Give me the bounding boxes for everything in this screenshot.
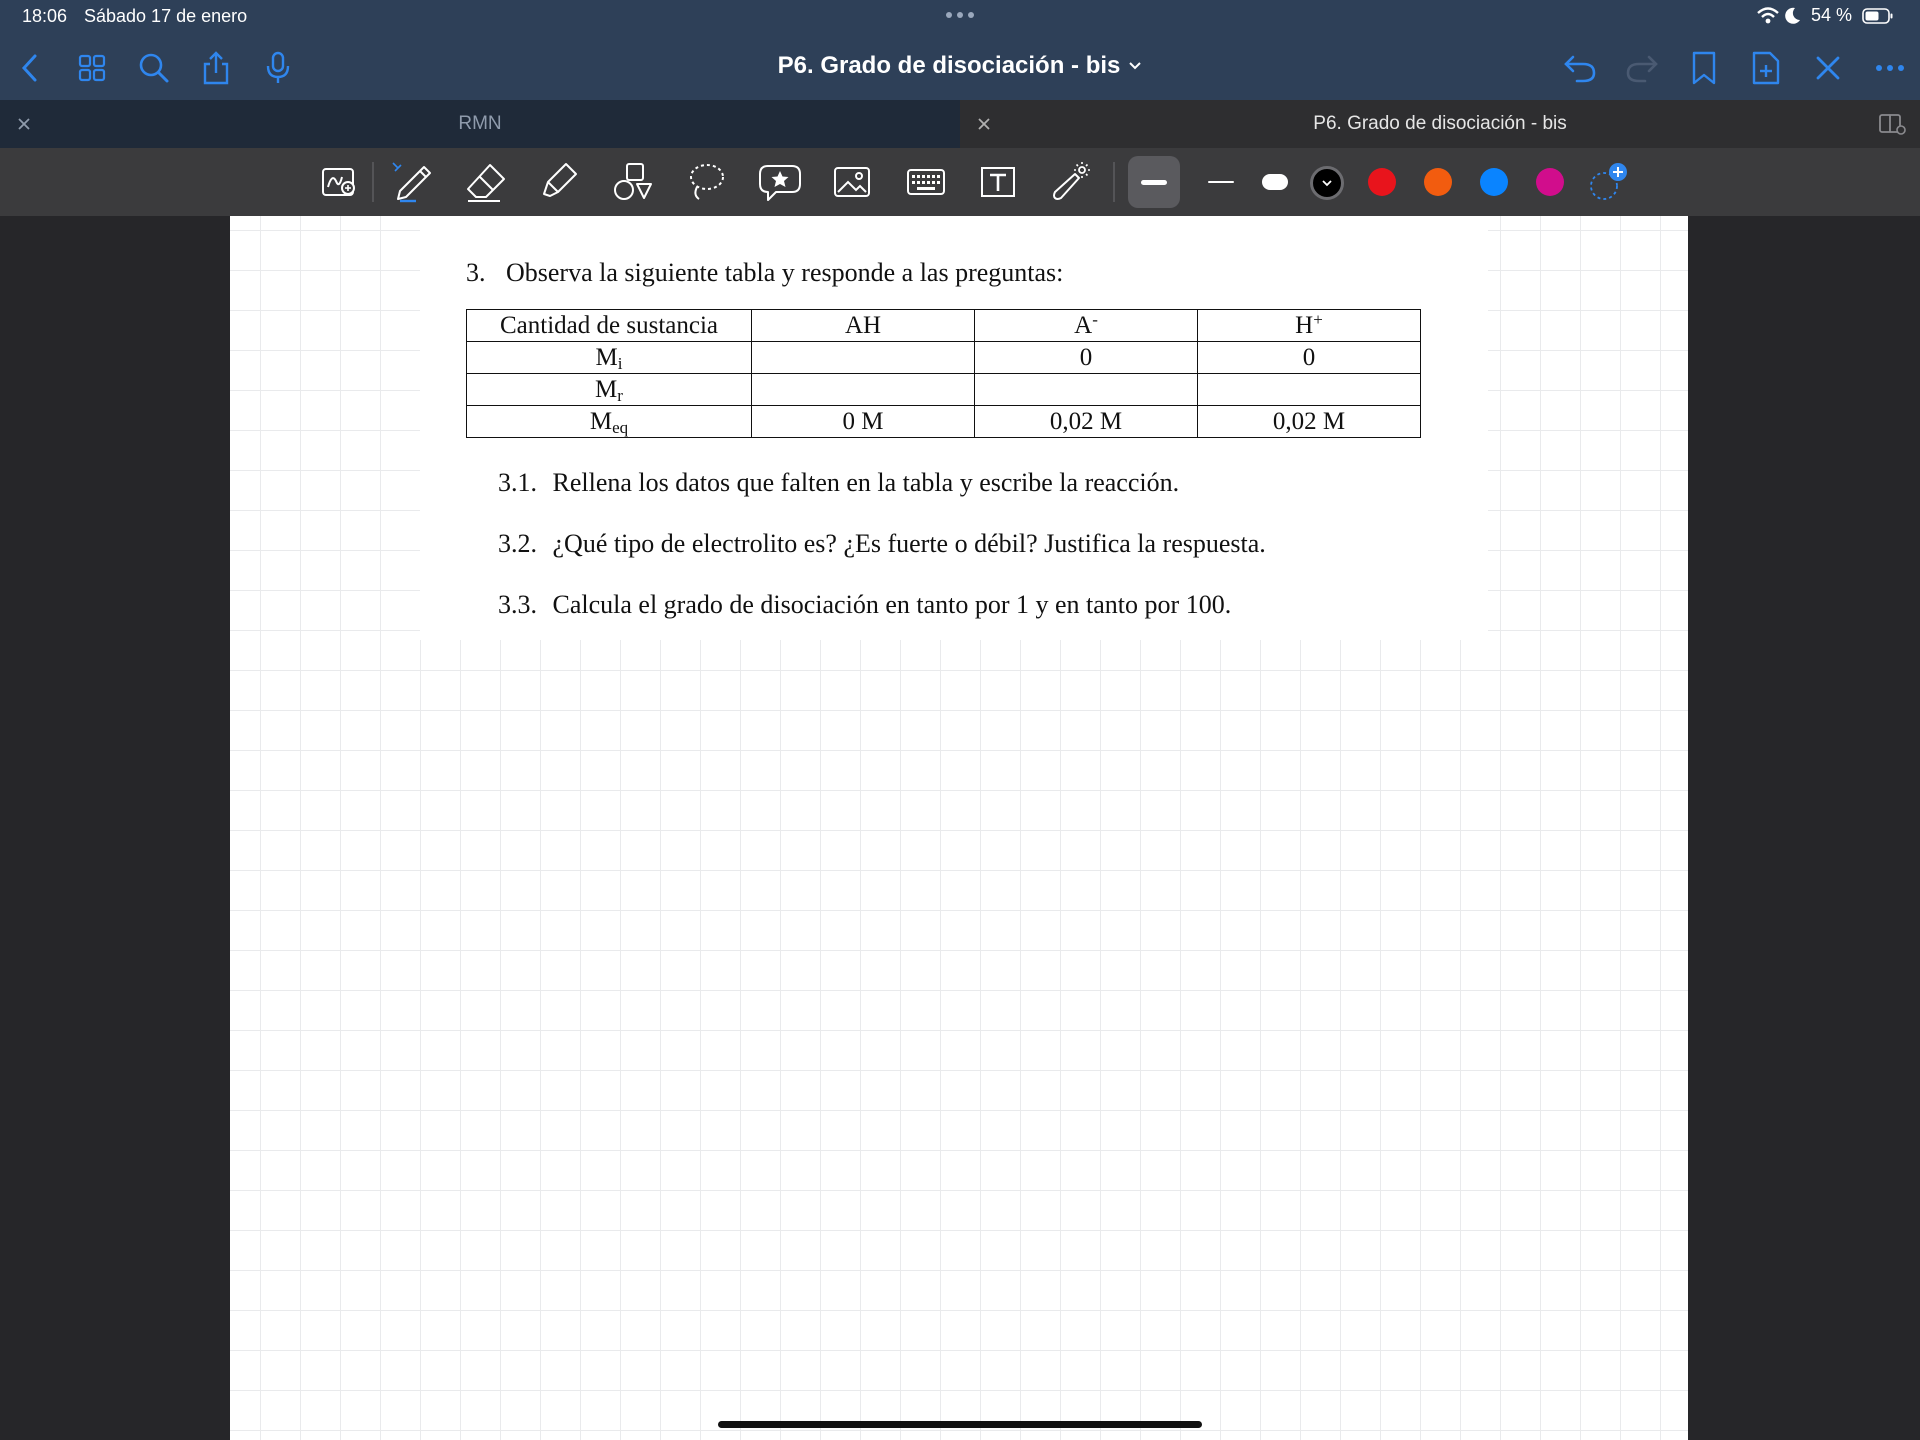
table-row <box>467 374 1421 406</box>
toolbar-separator <box>1113 162 1115 202</box>
bookmark-button[interactable] <box>1684 48 1724 88</box>
subquestion-number: 3.2. <box>498 529 537 558</box>
stroke-round-preview <box>1262 174 1288 190</box>
tab-label: P6. Grado de disociación - bis <box>1313 113 1567 134</box>
bookmark-icon <box>1691 51 1717 85</box>
keyboard-icon <box>906 167 946 197</box>
notebook-page[interactable] <box>230 216 1688 1440</box>
moon-icon <box>1785 7 1801 25</box>
elements-tool[interactable] <box>755 158 805 206</box>
stroke-thick-preview <box>1141 180 1167 185</box>
close-icon <box>977 117 991 131</box>
image-icon <box>832 164 872 200</box>
color-swatch-orange[interactable] <box>1424 168 1452 196</box>
lasso-tool[interactable] <box>682 158 732 206</box>
multitasking-dots-icon[interactable] <box>944 6 976 24</box>
laser-pointer-icon <box>1049 160 1093 204</box>
tab-p6-grado-disociacion[interactable] <box>960 100 1920 148</box>
row-label-base: M <box>595 376 618 403</box>
shapes-tool[interactable] <box>608 158 658 206</box>
stroke-medium-preview <box>1208 181 1234 183</box>
table-header-cell: AH <box>752 310 975 342</box>
redo-icon <box>1625 53 1659 83</box>
table-cell: 0,02 M <box>1198 406 1421 438</box>
ellipsis-icon <box>1875 64 1905 72</box>
star-sticker-icon <box>758 162 802 202</box>
image-tool[interactable] <box>827 158 877 206</box>
table-cell: 0 M <box>752 406 975 438</box>
highlighter-icon <box>538 160 582 204</box>
stroke-size-thick[interactable] <box>1128 156 1180 208</box>
table-row <box>467 406 1421 438</box>
row-label <box>467 342 752 374</box>
add-color-button[interactable] <box>1588 162 1628 202</box>
more-button[interactable] <box>1870 48 1910 88</box>
ice-table <box>466 309 1421 438</box>
redo-button[interactable] <box>1622 48 1662 88</box>
subquestion-3-2 <box>498 529 1266 559</box>
subquestion-number: 3.3. <box>498 590 537 619</box>
row-label <box>467 374 752 406</box>
table-cell <box>1198 374 1421 406</box>
row-label-sub: i <box>617 354 623 373</box>
text-box-icon <box>978 164 1018 200</box>
chevron-down-icon <box>1321 179 1333 187</box>
text-tool[interactable] <box>973 158 1023 206</box>
color-swatch-black[interactable] <box>1310 166 1344 200</box>
status-indicators <box>1757 5 1894 26</box>
undo-icon <box>1563 53 1597 83</box>
chevron-down-icon <box>1128 61 1142 71</box>
close-icon <box>17 117 31 131</box>
row-label-sub: r <box>617 386 623 405</box>
eraser-icon <box>464 161 508 203</box>
color-swatch-blue[interactable] <box>1480 168 1508 196</box>
subquestion-text: Calcula el grado de disociación en tanto por 1 y en tanto por 100. <box>552 590 1232 619</box>
species-h: H <box>1295 312 1314 339</box>
species-a: A <box>1074 312 1093 339</box>
status-date: Sábado 17 de enero <box>84 6 248 26</box>
zoom-window-icon <box>320 165 360 199</box>
drawing-toolbar <box>0 148 1920 216</box>
close-editing-button[interactable] <box>1808 48 1848 88</box>
tab-bar <box>0 100 1920 148</box>
row-label-base: M <box>589 408 613 435</box>
color-swatch-red[interactable] <box>1368 168 1396 196</box>
add-page-icon <box>1751 51 1781 85</box>
undo-button[interactable] <box>1560 48 1600 88</box>
pen-icon <box>390 159 436 205</box>
question-number: 3. <box>466 258 486 287</box>
color-swatch-magenta[interactable] <box>1536 168 1564 196</box>
subquestion-text: Rellena los datos que falten en la tabla y escribe la reacción. <box>552 468 1180 497</box>
document-content <box>420 216 1488 640</box>
add-color-icon <box>1588 162 1628 202</box>
tab-close-button[interactable] <box>12 112 36 136</box>
eraser-tool[interactable] <box>461 158 511 206</box>
status-time: 18:06 <box>22 6 68 26</box>
table-header-cell <box>1198 310 1421 342</box>
shapes-icon <box>611 160 655 204</box>
row-label <box>467 406 752 438</box>
row-label-sub: eq <box>612 418 629 437</box>
laser-pointer-tool[interactable] <box>1046 158 1096 206</box>
lasso-icon <box>687 161 727 203</box>
charge-minus: - <box>1092 310 1098 329</box>
split-view-icon[interactable] <box>1878 112 1906 136</box>
canvas-gutter <box>0 216 230 1440</box>
charge-plus: + <box>1313 310 1323 329</box>
tab-close-button[interactable] <box>972 112 996 136</box>
document-title-text: P6. Grado de disociación - bis <box>777 52 1121 79</box>
pen-tool[interactable] <box>388 158 438 206</box>
table-row <box>467 342 1421 374</box>
battery-icon <box>1862 7 1894 25</box>
subquestion-number: 3.1. <box>498 468 537 497</box>
table-header-row <box>467 310 1421 342</box>
row-label-base: M <box>595 344 618 371</box>
table-cell: 0 <box>975 342 1198 374</box>
close-icon <box>1815 55 1841 81</box>
table-header-cell: Cantidad de sustancia <box>467 310 752 342</box>
subquestion-text: ¿Qué tipo de electrolito es? ¿Es fuerte o débil? Justifica la respuesta. <box>552 529 1266 558</box>
toolbar-separator <box>372 162 374 202</box>
app-header <box>0 0 1920 100</box>
tab-rmn[interactable] <box>0 100 960 148</box>
battery-percentage: 54 % <box>1810 5 1852 25</box>
stroke-size-round[interactable] <box>1250 156 1300 208</box>
table-cell <box>752 342 975 374</box>
highlighter-tool[interactable] <box>535 158 585 206</box>
keyboard-tool[interactable] <box>901 158 951 206</box>
tab-label: RMN <box>458 113 502 134</box>
subquestion-3-1 <box>498 468 1179 498</box>
table-cell: 0,02 M <box>975 406 1198 438</box>
add-page-button[interactable] <box>1746 48 1786 88</box>
zoom-window-tool[interactable] <box>315 158 365 206</box>
table-cell <box>975 374 1198 406</box>
table-header-cell <box>975 310 1198 342</box>
table-cell: 0 <box>1198 342 1421 374</box>
home-indicator[interactable] <box>718 1421 1202 1428</box>
stroke-size-medium[interactable] <box>1196 156 1246 208</box>
wifi-icon <box>1757 7 1779 25</box>
subquestion-3-3 <box>498 590 1231 620</box>
question-text: Observa la siguiente tabla y responde a las preguntas: <box>506 258 1064 287</box>
table-cell <box>752 374 975 406</box>
